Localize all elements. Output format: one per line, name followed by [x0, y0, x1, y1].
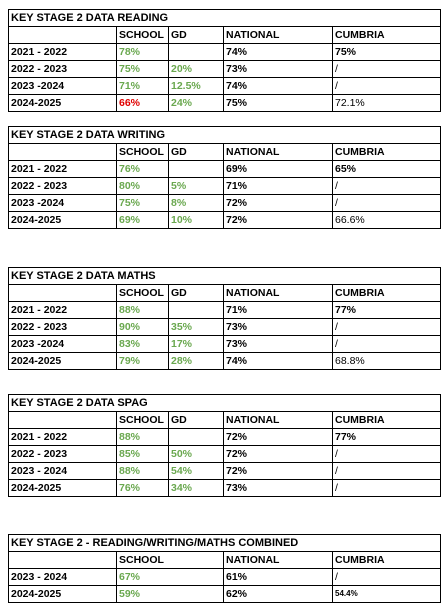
table-row [9, 480, 441, 497]
school-cell: 79% [117, 353, 169, 370]
header-cell: GD [169, 144, 224, 161]
year-cell: 2021 - 2022 [9, 429, 117, 446]
table-row [9, 353, 441, 370]
school-cell: 75% [117, 195, 169, 212]
school-cell: 85% [117, 446, 169, 463]
cumbria-cell: / [333, 178, 441, 195]
cumbria-cell: 65% [333, 161, 441, 178]
gd-cell [169, 429, 224, 446]
school-cell: 83% [117, 336, 169, 353]
table-row [9, 78, 441, 95]
school-cell: 88% [117, 429, 169, 446]
gd-cell: 54% [169, 463, 224, 480]
table-row [9, 429, 441, 446]
table-row [9, 95, 441, 112]
gd-cell: 35% [169, 319, 224, 336]
national-cell: 72% [224, 212, 333, 229]
year-cell: 2024-2025 [9, 95, 117, 112]
school-cell: 76% [117, 480, 169, 497]
cumbria-cell: / [333, 446, 441, 463]
header-cell: SCHOOL [117, 412, 169, 429]
national-cell: 75% [224, 95, 333, 112]
year-cell: 2022 - 2023 [9, 319, 117, 336]
cumbria-cell: / [333, 61, 441, 78]
header-cell: GD [169, 27, 224, 44]
national-cell: 74% [224, 78, 333, 95]
year-cell: 2024-2025 [9, 586, 117, 603]
school-cell: 67% [117, 569, 224, 586]
national-cell: 69% [224, 161, 333, 178]
spag-table [8, 394, 440, 497]
cumbria-cell: 68.8% [333, 353, 441, 370]
year-cell: 2021 - 2022 [9, 44, 117, 61]
year-cell: 2023 -2024 [9, 336, 117, 353]
school-cell: 75% [117, 61, 169, 78]
cumbria-cell: / [333, 463, 441, 480]
gd-cell: 8% [169, 195, 224, 212]
table-row [9, 302, 441, 319]
table-header-row [9, 144, 441, 161]
gd-cell: 28% [169, 353, 224, 370]
header-cell: SCHOOL [117, 285, 169, 302]
gd-cell: 5% [169, 178, 224, 195]
cumbria-cell: / [333, 480, 441, 497]
national-cell: 61% [224, 569, 333, 586]
year-cell: 2021 - 2022 [9, 302, 117, 319]
table-row [9, 212, 441, 229]
table-row [9, 44, 441, 61]
national-cell: 72% [224, 446, 333, 463]
school-cell: 90% [117, 319, 169, 336]
table-row [9, 195, 441, 212]
table-header-row [9, 552, 441, 569]
year-cell: 2023 - 2024 [9, 569, 117, 586]
table-header-row [9, 285, 441, 302]
header-cell: NATIONAL [224, 412, 333, 429]
header-cell: SCHOOL [117, 144, 169, 161]
national-cell: 73% [224, 480, 333, 497]
header-cell [9, 27, 117, 44]
national-cell: 74% [224, 353, 333, 370]
maths-table [8, 267, 440, 370]
table-row [9, 569, 441, 586]
cumbria-cell: 72.1% [333, 95, 441, 112]
header-cell: GD [169, 285, 224, 302]
school-cell: 78% [117, 44, 169, 61]
writing-table [8, 126, 440, 229]
table-row [9, 336, 441, 353]
table-header-row [9, 27, 441, 44]
cumbria-cell: 54.4% [333, 586, 441, 603]
national-cell: 73% [224, 319, 333, 336]
gd-cell: 20% [169, 61, 224, 78]
school-cell: 71% [117, 78, 169, 95]
header-cell: NATIONAL [224, 285, 333, 302]
school-cell: 88% [117, 302, 169, 319]
national-cell: 73% [224, 61, 333, 78]
year-cell: 2021 - 2022 [9, 161, 117, 178]
header-cell [9, 285, 117, 302]
school-cell: 76% [117, 161, 169, 178]
school-cell: 69% [117, 212, 169, 229]
table-header-row [9, 412, 441, 429]
cumbria-cell: 66.6% [333, 212, 441, 229]
table-row [9, 61, 441, 78]
header-cell [9, 144, 117, 161]
national-cell: 73% [224, 336, 333, 353]
school-cell: 88% [117, 463, 169, 480]
table-row [9, 319, 441, 336]
cumbria-cell: / [333, 569, 441, 586]
national-cell: 74% [224, 44, 333, 61]
national-cell: 72% [224, 429, 333, 446]
gd-cell: 50% [169, 446, 224, 463]
gd-cell: 24% [169, 95, 224, 112]
cumbria-cell: / [333, 78, 441, 95]
combined-title: KEY STAGE 2 - READING/WRITING/MATHS COMBINED [9, 535, 441, 552]
gd-cell: 34% [169, 480, 224, 497]
header-cell: GD [169, 412, 224, 429]
header-cell [9, 412, 117, 429]
reading-table [8, 9, 440, 112]
year-cell: 2022 - 2023 [9, 178, 117, 195]
national-cell: 72% [224, 195, 333, 212]
header-cell: CUMBRIA [333, 412, 441, 429]
year-cell: 2022 - 2023 [9, 61, 117, 78]
header-cell: NATIONAL [224, 552, 333, 569]
national-cell: 72% [224, 463, 333, 480]
table-row [9, 463, 441, 480]
year-cell: 2023 -2024 [9, 195, 117, 212]
gd-cell [169, 302, 224, 319]
gd-cell: 10% [169, 212, 224, 229]
table-row [9, 446, 441, 463]
header-cell: NATIONAL [224, 27, 333, 44]
year-cell: 2024-2025 [9, 212, 117, 229]
header-cell: CUMBRIA [333, 552, 441, 569]
cumbria-cell: 75% [333, 44, 441, 61]
cumbria-cell: / [333, 195, 441, 212]
year-cell: 2023 -2024 [9, 78, 117, 95]
gd-cell [169, 44, 224, 61]
school-cell: 66% [117, 95, 169, 112]
year-cell: 2024-2025 [9, 353, 117, 370]
cumbria-cell: 77% [333, 302, 441, 319]
header-cell: CUMBRIA [333, 144, 441, 161]
gd-cell [169, 161, 224, 178]
header-cell: SCHOOL [117, 552, 224, 569]
combined-table [8, 534, 440, 603]
header-cell: NATIONAL [224, 144, 333, 161]
gd-cell: 17% [169, 336, 224, 353]
writing-title: KEY STAGE 2 DATA WRITING [9, 127, 441, 144]
cumbria-cell: / [333, 319, 441, 336]
national-cell: 62% [224, 586, 333, 603]
year-cell: 2023 - 2024 [9, 463, 117, 480]
header-cell: SCHOOL [117, 27, 169, 44]
year-cell: 2022 - 2023 [9, 446, 117, 463]
cumbria-cell: / [333, 336, 441, 353]
cumbria-cell: 77% [333, 429, 441, 446]
reading-title: KEY STAGE 2 DATA READING [9, 10, 441, 27]
header-cell: CUMBRIA [333, 285, 441, 302]
school-cell: 59% [117, 586, 224, 603]
gd-cell: 12.5% [169, 78, 224, 95]
table-row [9, 178, 441, 195]
national-cell: 71% [224, 302, 333, 319]
year-cell: 2024-2025 [9, 480, 117, 497]
table-row [9, 161, 441, 178]
table-row [9, 586, 441, 603]
maths-title: KEY STAGE 2 DATA MATHS [9, 268, 441, 285]
school-cell: 80% [117, 178, 169, 195]
spag-title: KEY STAGE 2 DATA SPAG [9, 395, 441, 412]
header-cell: CUMBRIA [333, 27, 441, 44]
national-cell: 71% [224, 178, 333, 195]
header-cell [9, 552, 117, 569]
